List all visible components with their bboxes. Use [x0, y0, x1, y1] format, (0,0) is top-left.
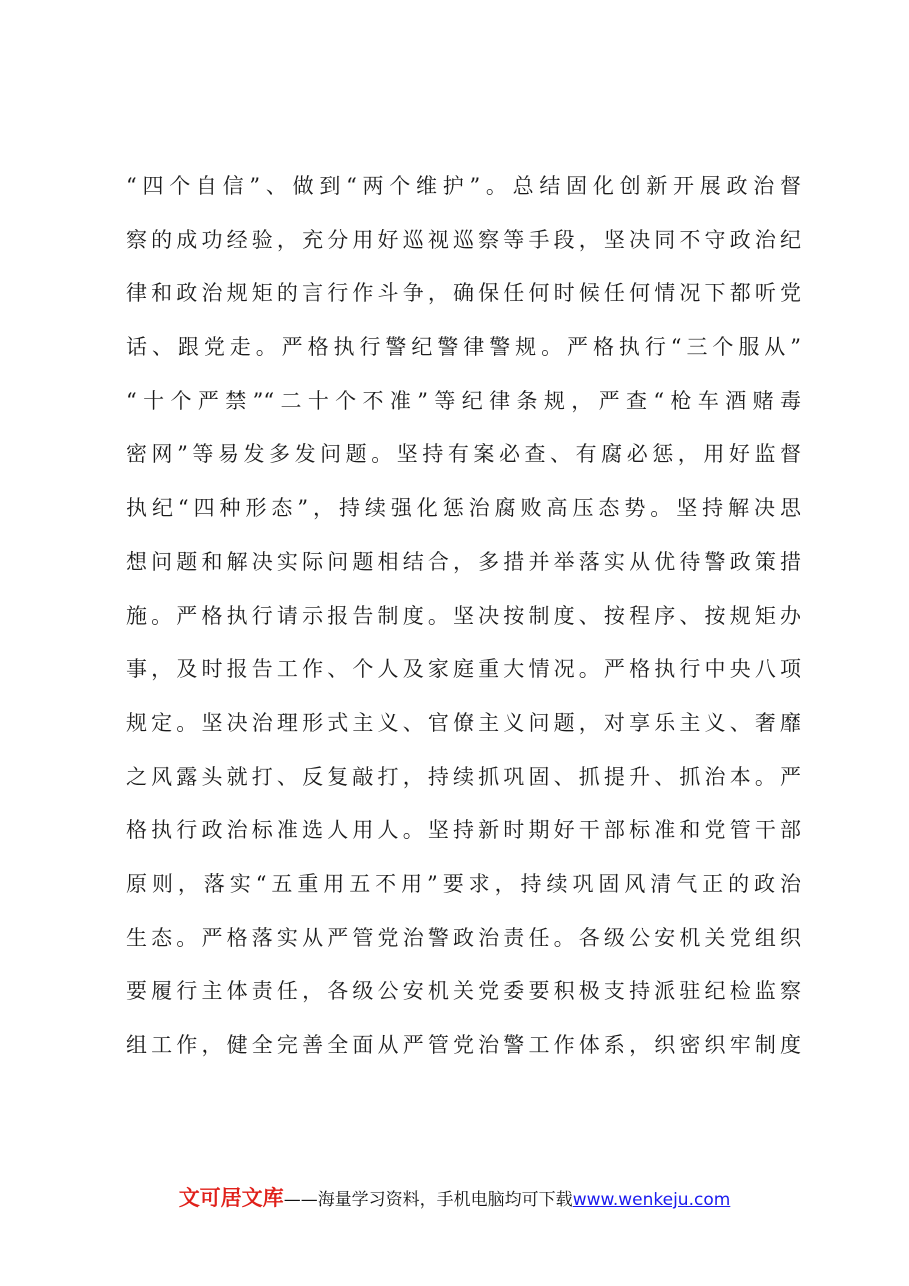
text-line: 规定。坚决治理形式主义、官僚主义问题，对享乐主义、奢靡: [126, 710, 801, 735]
footer-brand: 文可居文库: [178, 1186, 284, 1210]
text-line: 格执行政治标准选人用人。坚持新时期好干部标准和党管干部: [126, 818, 801, 843]
text-line: 事，及时报告工作、个人及家庭重大情况。严格执行中央八项: [126, 657, 801, 682]
text-line: 生态。严格落实从严管党治警政治责任。各级公安机关党组织: [126, 925, 801, 950]
text-line: 执纪“四种形态”，持续强化惩治腐败高压态势。坚持解决思: [126, 496, 801, 521]
text-line: “四个自信”、做到“两个维护”。总结固化创新开展政治督: [126, 174, 801, 198]
text-line: 察的成功经验，充分用好巡视巡察等手段，坚决同不守政治纪: [126, 227, 801, 252]
text-line: 要履行主体责任，各级公安机关党委要积极支持派驻纪检监察: [126, 979, 801, 1004]
text-line: 原则，落实“五重用五不用”要求，持续巩固风清气正的政治: [126, 871, 801, 896]
text-line: 话、跟党走。严格执行警纪警律警规。严格执行“三个服从”: [126, 335, 801, 360]
footer-website-link[interactable]: www.wenkeju.com: [572, 1190, 731, 1210]
text-line: 律和政治规矩的言行作斗争，确保任何时候任何情况下都听党: [126, 281, 801, 306]
text-line: 施。严格执行请示报告制度。坚决按制度、按程序、按规矩办: [126, 603, 801, 628]
text-line: 之风露头就打、反复敲打，持续抓巩固、抓提升、抓治本。严: [126, 764, 801, 789]
text-line: 组工作，健全完善全面从严管党治警工作体系，织密织牢制度: [126, 1033, 801, 1057]
text-line: “十个严禁”“二十个不准”等纪律条规，严查“枪车酒赌毒: [126, 388, 801, 413]
footer-banner: [0, 1182, 909, 1212]
text-line: 密网”等易发多发问题。坚持有案必查、有腐必惩，用好监督: [126, 442, 801, 467]
text-line: 想问题和解决实际问题相结合，多措并举落实从优待警政策措: [126, 549, 801, 574]
body-text: [126, 160, 801, 1073]
footer-tagline: ——海量学习资料，手机电脑均可下载: [283, 1190, 573, 1210]
